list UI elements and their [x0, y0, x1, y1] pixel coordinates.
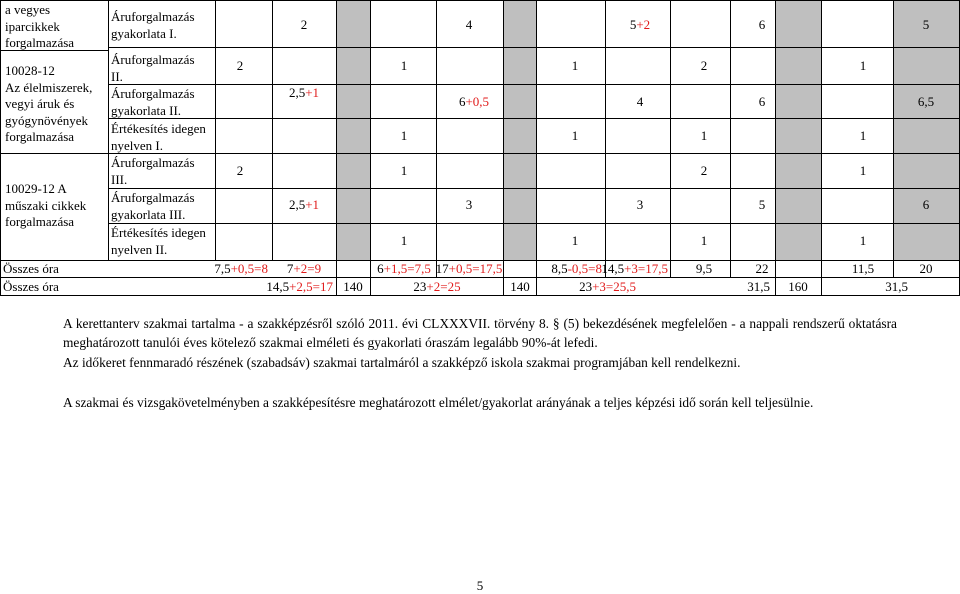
subject-line: III. [111, 171, 128, 187]
cell-part: 23 [413, 279, 427, 294]
cell-part: 17 [435, 261, 449, 276]
cell-value: 1 [700, 128, 708, 143]
hline [0, 0, 960, 1]
cell-value: 6 [758, 17, 766, 32]
shaded-column-2 [503, 0, 536, 260]
vline [605, 0, 606, 278]
cell-value: 1 [859, 58, 867, 73]
shaded-column-3 [775, 0, 821, 260]
group-label-10029 [5, 181, 108, 231]
vline [436, 0, 437, 278]
sum1-cell: 20 [919, 261, 933, 276]
subject-cell [111, 190, 195, 223]
cell-part-red: -0,5 [567, 261, 589, 276]
sum2-cell: 31,5 [885, 279, 908, 294]
cell-part: 6 [458, 94, 466, 109]
shaded-column-1 [336, 0, 370, 260]
hline [108, 118, 960, 119]
subject-line: nyelven II. [111, 241, 168, 257]
cell-part-red: =17,5 [637, 261, 668, 276]
cell-part: 2,5 [288, 197, 306, 212]
group-10028-line: gyógynövények [5, 112, 89, 128]
sum1-cell [436, 261, 503, 277]
sum2-cell [579, 279, 636, 295]
cell-part-red: +1 [305, 85, 320, 100]
subject-line: II. [111, 68, 123, 84]
subject-line: Áruforgalmazás [111, 155, 195, 170]
cell-part: 7,5 [214, 261, 231, 276]
vline [215, 0, 216, 260]
cell-value: 3 [465, 197, 473, 212]
cell-part-red: +1,5 [383, 261, 408, 276]
sum1-cell: 9,5 [695, 261, 713, 276]
paragraph-elmelet-gyakorlat: A szakmai és vizsgakövetelményben a szakképesítésre meghatározott elmélet/gyakorlat arányának a teljes képzési idő során kell teljesülnie. [63, 395, 814, 410]
vline [370, 0, 371, 295]
subject-line: Áruforgalmazás [111, 86, 195, 101]
vline [536, 0, 537, 295]
paragraph-szabadsav: Az időkeret fennmaradó részének (szabadsáv) szakmai tartalmáról a szakképző iskola szakmai programjában kell rendelkezni. [63, 355, 741, 370]
subject-line: gyakorlata I. [111, 25, 177, 41]
vline [336, 0, 337, 295]
sum2-cell: 140 [343, 279, 363, 294]
subject-cell [111, 121, 206, 154]
sum1-cell [377, 261, 431, 277]
subject-line: Áruforgalmazás [111, 190, 195, 205]
cell-part: 23 [579, 279, 593, 294]
cell-part-red: =9 [307, 261, 322, 276]
page-number: 5 [476, 578, 484, 593]
cell-part: 8,5 [551, 261, 568, 276]
cell-value: 1 [700, 233, 708, 248]
cell-part: 14,5 [266, 279, 290, 294]
vline [108, 0, 109, 260]
sum2-cell: 140 [510, 279, 530, 294]
sum1-cell [287, 261, 321, 277]
sum1-label: Összes óra [3, 261, 59, 276]
subject-line: Áruforgalmazás [111, 9, 195, 24]
cell-part: 14,5 [601, 261, 625, 276]
cell-value [289, 197, 319, 213]
cell-value: 3 [636, 197, 644, 212]
vline [893, 0, 894, 278]
group-10029-line: 10029-12 A [5, 181, 67, 196]
group-10029-line: műszaki cikkek [5, 197, 87, 213]
group-10028-line: forgalmazása [5, 129, 75, 144]
sum1-cell: 22 [755, 261, 769, 276]
cell-value: 2 [236, 163, 244, 178]
sum1-cell [601, 261, 668, 277]
hline [108, 84, 960, 85]
cell-part: 7 [286, 261, 294, 276]
cell-part-red: =25 [440, 279, 461, 294]
subject-line: nyelven I. [111, 137, 163, 153]
group-10028-line: Az élelmiszerek, [5, 79, 93, 95]
cell-value: 1 [400, 163, 408, 178]
group-10028-line: 10028-12 [5, 63, 55, 78]
sum2-cell [413, 279, 460, 295]
sum2-cell [266, 279, 333, 295]
cell-value: 5 [758, 197, 766, 212]
cell-value: 5 [922, 17, 930, 32]
sum1-cell [214, 261, 268, 277]
vline [670, 0, 671, 278]
cell-value: 1 [400, 128, 408, 143]
sum2-label: Összes óra [3, 279, 59, 294]
cell-value: 1 [859, 233, 867, 248]
cell-value: 1 [571, 233, 579, 248]
cell-part-red: +0,5 [448, 261, 473, 276]
subject-line: gyakorlata II. [111, 102, 182, 118]
cell-value: 1 [400, 233, 408, 248]
cell-part-red: +1 [305, 197, 320, 212]
hline [108, 47, 960, 48]
cell-value: 6 [758, 94, 766, 109]
cell-part-red: +3 [592, 279, 606, 294]
cell-value [630, 17, 650, 33]
cell-value [289, 85, 319, 101]
subject-cell [111, 52, 195, 85]
cell-value: 1 [859, 163, 867, 178]
hline [108, 153, 960, 154]
subject-line: gyakorlata III. [111, 206, 186, 222]
cell-value: 6 [922, 197, 930, 212]
cell-part: 2,5 [288, 85, 306, 100]
group-label-10028 [5, 63, 108, 146]
subject-cell [111, 155, 195, 188]
cell-value: 1 [400, 58, 408, 73]
cell-value: 4 [465, 17, 473, 32]
vline [730, 0, 731, 278]
paragraph-kerettanterv: A kerettanterv szakmai tartalma - a szakképzésről szóló 2011. évi CLXXXVII. törvény 8. § (5) bekezdésének megfelelően - a nappali rendszerű oktatásra meghatározott tanulói éves kötelező szakmai elméleti és gyakorlati óraszám legalább 90%-át lefedi. [63, 316, 897, 350]
cell-part-red: +3 [624, 261, 638, 276]
subject-line: Értékesítés idegen [111, 225, 206, 240]
cell-part-red: +2 [426, 279, 441, 294]
vline [272, 0, 273, 260]
hline [0, 153, 108, 154]
cell-part-red: +0,5 [465, 94, 490, 109]
subject-cell [111, 225, 206, 258]
hline [108, 223, 960, 224]
cell-value [459, 94, 489, 110]
cell-value: 1 [571, 58, 579, 73]
subject-cell [111, 86, 195, 119]
cell-part-red: =8 [588, 261, 602, 276]
group-label-vegyes: a vegyes iparcikkek forgalmazása [5, 2, 75, 50]
sum1-cell [551, 261, 602, 277]
hline [0, 295, 960, 296]
subject-line: Értékesítés idegen [111, 121, 206, 136]
cell-part-red: =17,5 [472, 261, 503, 276]
vline [0, 0, 1, 295]
cell-value: 2 [700, 163, 708, 178]
group-10028-line: vegyi áruk és [5, 96, 75, 111]
hline [0, 277, 960, 278]
cell-part: 5 [629, 17, 637, 32]
cell-value: 2 [300, 17, 308, 32]
cell-part-red: +2,5 [289, 279, 313, 294]
cell-value: 1 [571, 128, 579, 143]
sum2-cell: 31,5 [747, 279, 770, 294]
cell-part-red: +2 [293, 261, 308, 276]
vline [821, 0, 822, 295]
subject-cell [111, 9, 195, 42]
cell-value: 6,5 [917, 94, 935, 109]
subject-line: Áruforgalmazás [111, 52, 195, 67]
cell-part-red: =25,5 [605, 279, 636, 294]
cell-value: 4 [636, 94, 644, 109]
vline [775, 0, 776, 295]
group-10029-line: forgalmazása [5, 214, 75, 229]
cell-value: 2 [700, 58, 708, 73]
shaded-column-4 [893, 0, 960, 260]
cell-part-red: =8 [254, 261, 268, 276]
cell-part-red: =17 [312, 279, 333, 294]
cell-value: 1 [859, 128, 867, 143]
vline [503, 0, 504, 295]
cell-value: 2 [236, 58, 244, 73]
cell-part-red: +0,5 [230, 261, 255, 276]
sum2-cell: 160 [788, 279, 808, 294]
cell-part: 6 [377, 261, 384, 276]
cell-part-red: +2 [636, 17, 651, 32]
sum1-cell: 11,5 [851, 261, 875, 276]
hline [108, 188, 960, 189]
cell-part-red: =7,5 [407, 261, 431, 276]
